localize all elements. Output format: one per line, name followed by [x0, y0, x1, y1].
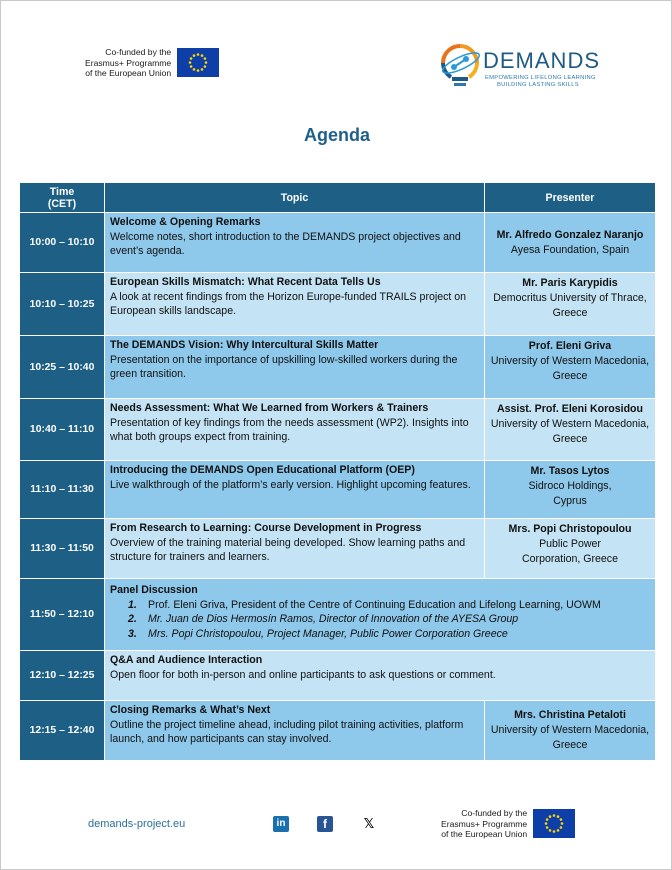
- row-topic: [105, 399, 485, 461]
- eu-cofunded-text: [85, 47, 171, 79]
- header-time-label: Time: [49, 185, 75, 198]
- presenter-name: Prof. Eleni Griva: [528, 340, 612, 352]
- page-title: Agenda: [303, 125, 370, 145]
- topic-title: Q&A and Audience Interaction: [110, 654, 263, 666]
- linkedin-icon[interactable]: in: [273, 816, 289, 832]
- topic-description: Live walkthrough of the platform’s early version. Highlight upcoming features.: [110, 478, 471, 491]
- header-topic: Topic: [105, 183, 485, 213]
- list-item: [128, 598, 651, 613]
- eu-flag-icon: [177, 48, 219, 77]
- eu-flag-icon: [533, 809, 575, 838]
- table-row: [20, 336, 656, 399]
- list-text: Mrs. Popi Christopoulou, Project Manager, Public Power Corporation Greece: [148, 627, 508, 640]
- eu-line-2: Erasmus+ Programme: [441, 818, 528, 829]
- topic-description: Outline the project timeline ahead, including pilot training activities, platform launch, and how participants can stay involved.: [110, 718, 464, 745]
- presenter-org: University of Western Macedonia, Greece: [490, 355, 650, 382]
- eu-line-2: Erasmus+ Programme: [85, 57, 172, 68]
- row-topic-qa: [105, 651, 656, 701]
- x-icon[interactable]: 𝕏: [361, 816, 377, 832]
- eu-line-1: Co-funded by the: [461, 808, 528, 818]
- row-topic: [105, 273, 485, 336]
- row-presenter: [485, 213, 656, 273]
- row-topic: [105, 461, 485, 519]
- eu-line-3: of the European Union: [85, 68, 172, 78]
- eu-cofunded-text: [441, 808, 527, 840]
- table-row: [20, 213, 656, 273]
- topic-description: Open floor for both in-person and online participants to ask questions or comment.: [110, 668, 496, 681]
- presenter-org: Ayesa Foundation, Spain: [510, 243, 630, 256]
- list-number: 1.: [128, 598, 137, 611]
- header-time: [20, 183, 105, 213]
- list-number: 2.: [128, 613, 137, 625]
- row-time: 11:30 – 11:50: [20, 519, 105, 579]
- topic-description: A look at recent findings from the Horizon Europe-funded TRAILS project on European skills landscape.: [110, 290, 467, 317]
- logo-name: DEMANDS: [483, 48, 601, 73]
- row-time: 12:10 – 12:25: [20, 651, 105, 701]
- table-header-row: [20, 183, 656, 213]
- row-presenter: [485, 399, 656, 461]
- presenter-org: University of Western Macedonia, Greece: [490, 418, 650, 445]
- row-topic: [105, 519, 485, 579]
- presenter-name: Assist. Prof. Eleni Korosidou: [497, 403, 643, 415]
- row-topic: [105, 336, 485, 399]
- panel-list: [128, 598, 651, 642]
- header-time-unit: (CET): [47, 197, 77, 210]
- demands-logo-icon: [437, 43, 483, 93]
- list-number: 3.: [128, 627, 137, 640]
- row-time: 12:15 – 12:40: [20, 701, 105, 761]
- row-time: 10:40 – 11:10: [20, 399, 105, 461]
- row-topic: [105, 701, 485, 761]
- row-time: 10:10 – 10:25: [20, 273, 105, 336]
- row-topic-panel: [105, 579, 656, 651]
- presenter-org: Public Power Corporation, Greece: [522, 538, 618, 565]
- topic-title: Closing Remarks & What’s Next: [110, 704, 271, 716]
- topic-title: From Research to Learning: Course Development in Progress: [110, 522, 422, 534]
- table-row: [20, 701, 656, 761]
- row-presenter: [485, 273, 656, 336]
- presenter-name: Mrs. Christina Petaloti: [514, 709, 626, 721]
- table-row: [20, 399, 656, 461]
- table-row: [20, 519, 656, 579]
- table-row: [20, 579, 656, 651]
- presenter-name: Mr. Paris Karypidis: [522, 277, 618, 289]
- eu-cofunded-footer: [441, 808, 575, 840]
- topic-title: The DEMANDS Vision: Why Intercultural Skills Matter: [110, 339, 379, 351]
- facebook-icon[interactable]: f: [317, 816, 333, 832]
- agenda-table: [19, 182, 656, 761]
- topic-title: Welcome & Opening Remarks: [110, 216, 261, 228]
- list-text: Prof. Eleni Griva, President of the Centre of Continuing Education and Lifelong Learning, UOWM: [148, 598, 601, 611]
- row-time: 10:25 – 10:40: [20, 336, 105, 399]
- list-item: [128, 612, 651, 627]
- table-row: [20, 651, 656, 701]
- topic-description: Presentation of key findings from the needs assessment (WP2). Insights into what both groups expect from training.: [110, 416, 469, 443]
- presenter-name: Mr. Alfredo Gonzalez Naranjo: [496, 228, 644, 241]
- demands-logo: [437, 43, 601, 93]
- topic-description: Welcome notes, short introduction to the DEMANDS project objectives and event’s agenda.: [110, 230, 461, 257]
- topic-title: Needs Assessment: What We Learned from Workers & Trainers: [110, 402, 429, 414]
- row-presenter: [485, 336, 656, 399]
- presenter-name: Mr. Tasos Lytos: [530, 465, 610, 477]
- topic-title: Panel Discussion: [110, 584, 198, 596]
- eu-line-3: of the European Union: [441, 829, 528, 839]
- row-time: 11:50 – 12:10: [20, 579, 105, 651]
- topic-title: Introducing the DEMANDS Open Educational Platform (OEP): [110, 464, 415, 476]
- row-presenter: [485, 519, 656, 579]
- table-row: [20, 273, 656, 336]
- eu-cofunded-header: [85, 47, 219, 79]
- presenter-name: Mrs. Popi Christopoulou: [508, 523, 632, 535]
- topic-description: Overview of the training material being developed. Show learning paths and structure for trainers and learners.: [110, 536, 466, 563]
- presenter-org: Democritus University of Thrace, Greece: [493, 292, 647, 319]
- website-link[interactable]: demands-project.eu: [88, 818, 186, 830]
- row-time: 11:10 – 11:30: [20, 461, 105, 519]
- row-time: 10:00 – 10:10: [20, 213, 105, 273]
- list-item: [128, 627, 651, 642]
- list-text: Mr. Juan de Dios Hermosín Ramos, Director of Innovation of the AYESA Group: [148, 613, 519, 625]
- header-presenter: Presenter: [485, 183, 656, 213]
- topic-description: Presentation on the importance of upskilling low-skilled workers during the green transition.: [110, 353, 458, 380]
- row-presenter: [485, 461, 656, 519]
- eu-line-1: Co-funded by the: [105, 47, 172, 57]
- row-presenter: [485, 701, 656, 761]
- row-topic: [105, 213, 485, 273]
- presenter-org: Sidroco Holdings, Cyprus: [528, 480, 612, 507]
- logo-tagline-2: BUILDING LASTING SKILLS: [497, 82, 579, 88]
- topic-title: European Skills Mismatch: What Recent Data Tells Us: [110, 276, 381, 288]
- presenter-org: University of Western Macedonia, Greece: [490, 724, 650, 751]
- table-row: [20, 461, 656, 519]
- logo-tagline-1: EMPOWERING LIFELONG LEARNING: [485, 75, 596, 81]
